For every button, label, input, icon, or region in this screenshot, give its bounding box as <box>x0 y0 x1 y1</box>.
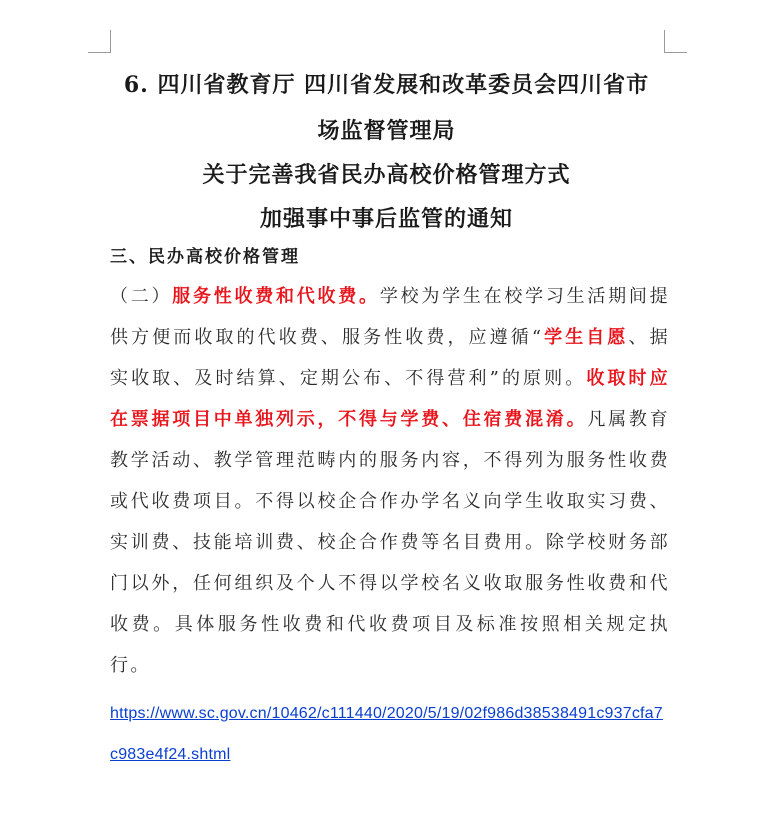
section-heading: 三、民办高校价格管理 <box>110 247 300 267</box>
paragraph-text-2: 、据实收取、及时结算、定期公布、不得营利”的原则。 <box>110 327 670 389</box>
page-corner-mark-right <box>664 30 687 53</box>
source-link[interactable]: https://www.sc.gov.cn/10462/c111440/2020/5/19/02f986d38538491c937cfa7c983e4f24.shtml <box>110 705 663 763</box>
document-title-line-1: 6. 四川省教育厅 四川省发展和改革委员会四川省市 <box>123 72 650 98</box>
paragraph-text-1: 学校为学生在校学习生活期间提供方便而收取的代收费、服务性收费，应遵循“ <box>110 286 671 348</box>
paragraph-text-3: 凡属教育教学活动、教学管理范畴内的服务内容，不得列为服务性收费或代收费项目。不得以校企合作办学名义向学生收取实习费、实训费、技能培训费、校企合作费等名目费用。除学校财务部门以外，任何组织及个人不得以学校名义收取服务性收费和代收费。具体服务性收费和代收费项目及标准按照相关规定执行。 <box>110 409 670 676</box>
body-paragraph <box>110 276 670 686</box>
paragraph-red-requirement: 收取时应在票据项目中单独列示，不得与学费、住宿费混淆。 <box>110 368 670 430</box>
paragraph-prefix: （二） <box>110 286 173 307</box>
page-corner-mark-left <box>88 30 111 53</box>
paragraph-red-principle: 学生自愿 <box>543 327 629 348</box>
document-title-line-3: 关于完善我省民办高校价格管理方式 <box>202 162 571 188</box>
document-title-line-4: 加强事中事后监管的通知 <box>259 206 513 232</box>
paragraph-red-heading: 服务性收费和代收费。 <box>172 286 380 307</box>
document-title-line-2: 场监督管理局 <box>317 118 456 144</box>
